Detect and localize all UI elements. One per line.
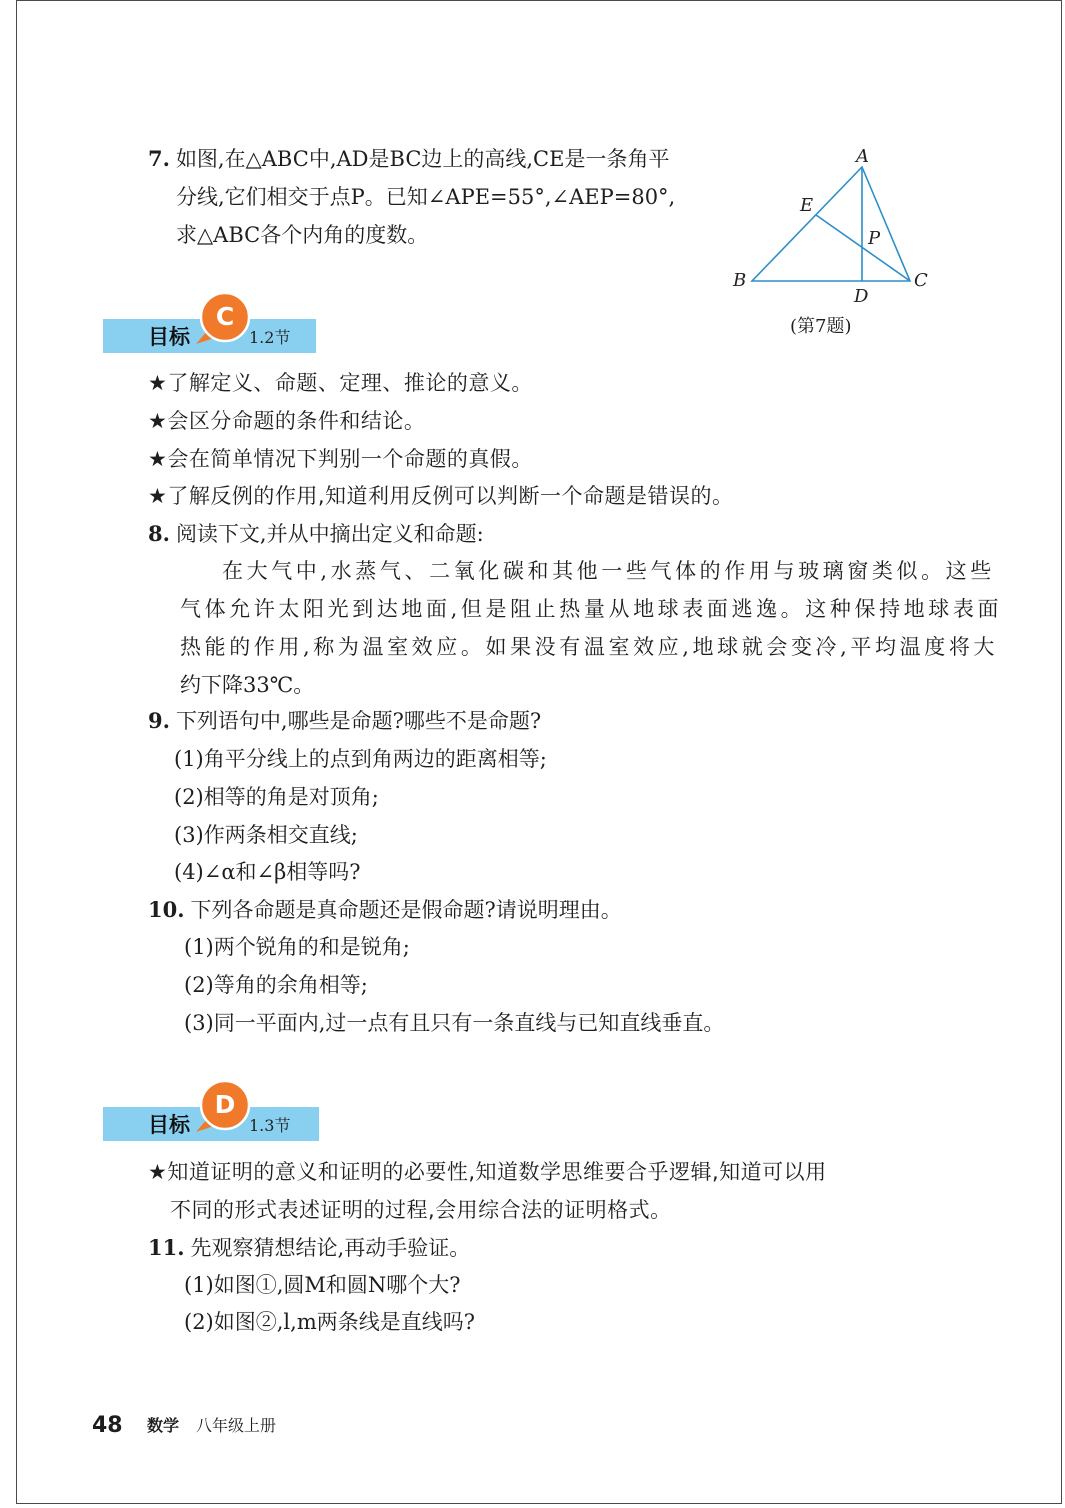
problem-8-passage-3: 热能的作用,称为温室效应。如果没有温室效应,地球就会变冷,平均温度将大: [180, 635, 999, 659]
goal-c-section: 1.2节: [249, 328, 291, 347]
goal-c-item-3: ★会在简单情况下判别一个命题的真假。: [148, 447, 533, 471]
label-d: D: [854, 286, 869, 307]
goal-c-item-4: ★了解反例的作用,知道利用反例可以判断一个命题是错误的。: [148, 484, 734, 508]
problem-8-number: 8.: [148, 521, 170, 546]
label-c: C: [914, 270, 928, 291]
problem-10-line: 10. 下列各命题是真命题还是假命题?请说明理由。: [148, 897, 622, 922]
problem-9-item-4: (4)∠α和∠β相等吗?: [174, 860, 361, 884]
problem-7-line-2: 分线,它们相交于点P。已知∠APE=55°,∠AEP=80°,: [176, 185, 676, 209]
problem-10-item-1: (1)两个锐角的和是锐角;: [184, 935, 410, 959]
goal-c-item-1: ★了解定义、命题、定理、推论的意义。: [148, 371, 533, 395]
page-number: 48: [92, 1413, 123, 1438]
goal-c-badge: [194, 290, 256, 352]
label-a: A: [856, 146, 869, 167]
figure-caption: (第7题): [790, 316, 852, 337]
problem-10-item-3: (3)同一平面内,过一点有且只有一条直线与已知直线垂直。: [184, 1011, 725, 1035]
problem-7-number: 7.: [148, 146, 170, 171]
problem-9-item-1: (1)角平分线上的点到角两边的距离相等;: [174, 747, 547, 771]
label-e: E: [800, 195, 814, 216]
goal-c-letter: C: [215, 302, 235, 331]
goal-d-item-2: 不同的形式表述证明的过程,会用综合法的证明格式。: [170, 1198, 672, 1222]
triangle-figure: [730, 140, 940, 310]
label-p: P: [868, 228, 881, 249]
problem-9-number: 9.: [148, 708, 170, 733]
problem-9-line: 9. 下列语句中,哪些是命题?哪些不是命题?: [148, 708, 542, 733]
problem-10-number: 10.: [148, 897, 185, 922]
problem-10-item-2: (2)等角的余角相等;: [184, 973, 368, 997]
problem-11-line: 11. 先观察猜想结论,再动手验证。: [148, 1235, 471, 1260]
problem-7-line-3: 求△ABC各个内角的度数。: [176, 223, 429, 247]
problem-7-line-1: 7. 如图,在△ABC中,AD是BC边上的高线,CE是一条角平: [148, 146, 670, 171]
problem-11-item-1: (1)如图①,圆M和圆N哪个大?: [184, 1273, 461, 1297]
problem-9-item-2: (2)相等的角是对顶角;: [174, 785, 379, 809]
goal-d-letter: D: [214, 1090, 236, 1119]
goal-d-badge: [194, 1078, 256, 1140]
goal-c-item-2: ★会区分命题的条件和结论。: [148, 409, 426, 433]
problem-11-item-2: (2)如图②,l,m两条线是直线吗?: [184, 1310, 475, 1334]
label-b: B: [733, 270, 747, 291]
problem-11-number: 11.: [148, 1235, 185, 1260]
goal-d-item-1: ★知道证明的意义和证明的必要性,知道数学思维要合乎逻辑,知道可以用: [148, 1160, 827, 1184]
problem-8-passage-1: 在大气中,水蒸气、二氧化碳和其他一些气体的作用与玻璃窗类似。这些: [222, 559, 995, 583]
goal-c-title: 目标: [148, 325, 190, 349]
goal-d-title: 目标: [148, 1113, 190, 1137]
problem-8-passage-2: 气体允许太阳光到达地面,但是阻止热量从地球表面逃逸。这种保持地球表面: [180, 597, 1003, 621]
problem-9-item-3: (3)作两条相交直线;: [174, 823, 358, 847]
problem-8-passage-4: 约下降33℃。: [180, 673, 315, 697]
problem-8-line: 8. 阅读下文,并从中摘出定义和命题:: [148, 521, 484, 546]
footer-subject: 数学: [147, 1416, 180, 1435]
footer-grade: 八年级上册: [196, 1416, 277, 1435]
goal-d-section: 1.3节: [249, 1116, 291, 1135]
